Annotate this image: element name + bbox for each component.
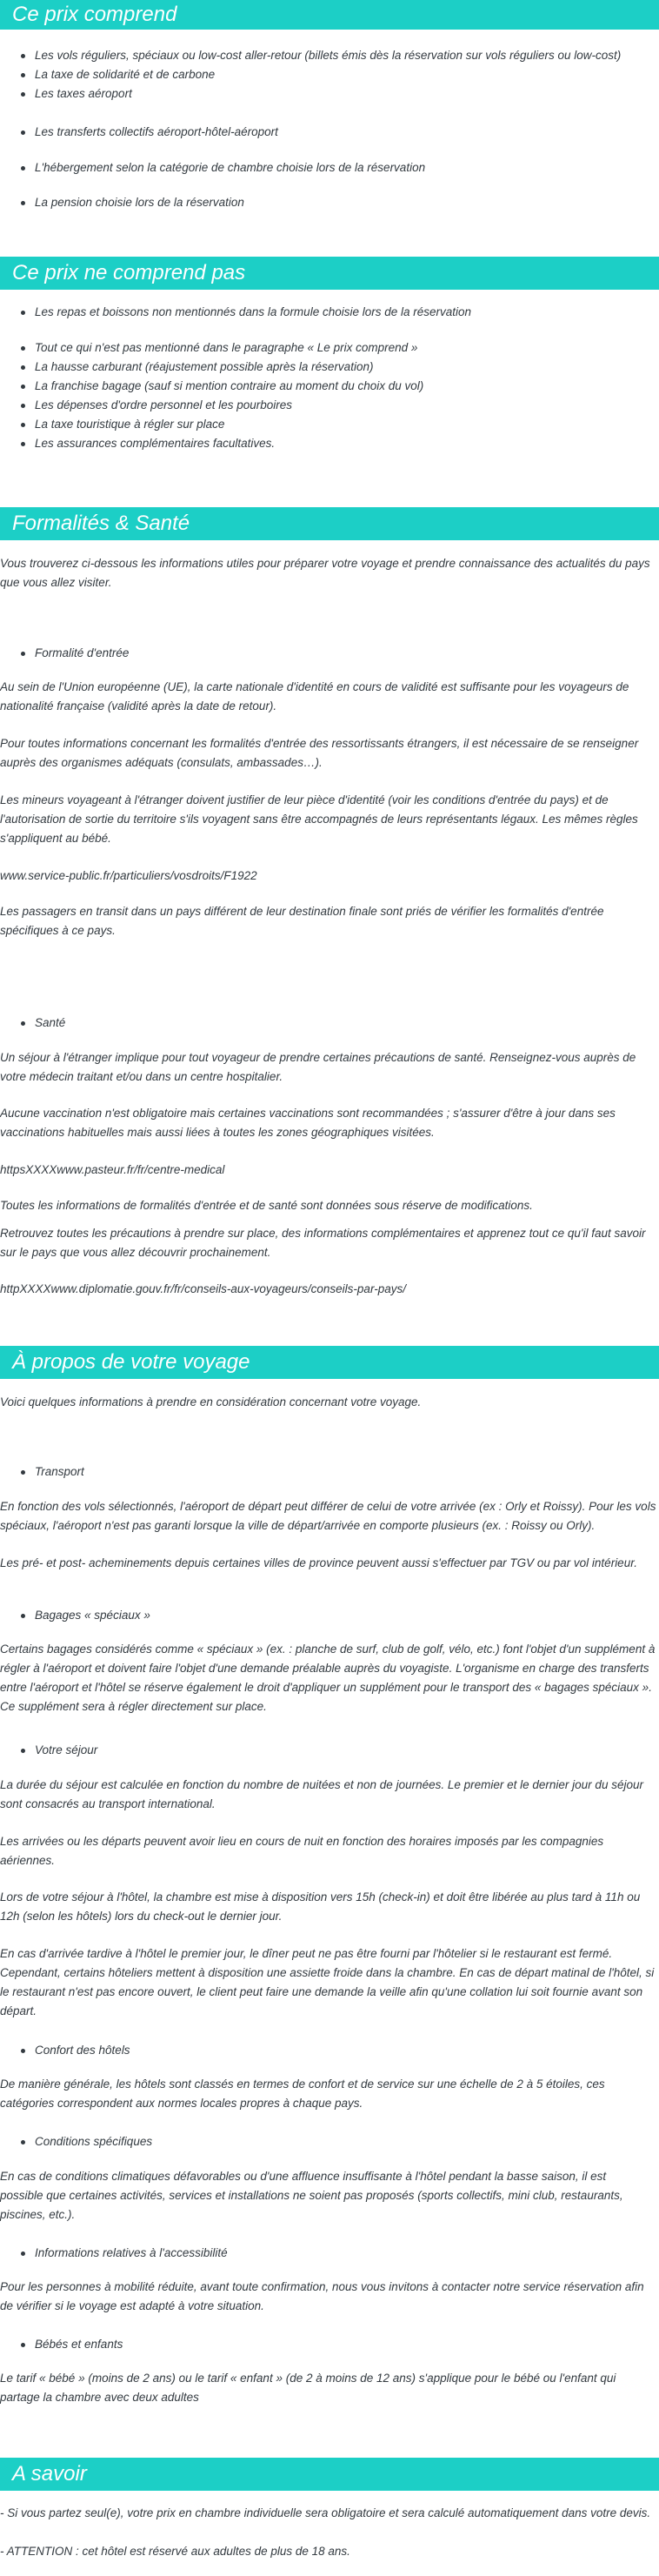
accessibility-bullet xyxy=(0,2244,659,2263)
list-item: Bagages « spéciaux » xyxy=(35,1606,659,1625)
section-title: A savoir xyxy=(12,2462,87,2486)
stay-paragraph-3: Lors de votre séjour à l'hôtel, la chambre est mise à disposition vers 15h (check-in) et doit être libérée au plus tard à 11h ou 12h (selon les hôtels) lors du check-out le dernier jour. xyxy=(0,1890,641,1923)
section-banner-excludes xyxy=(0,257,659,290)
comfort-paragraph-1: De manière générale, les hôtels sont classés en termes de confort et de service sur une échelle de 2 à 5 étoiles, ces catégories correspondent aux normes locales propres à chaque pays. xyxy=(0,2078,605,2110)
kids-paragraph-1: Le tarif « bébé » (moins de 2 ans) ou le tarif « enfant » (de 2 à moins de 12 ans) s'applique pour le bébé ou l'enfant qui partage la chambre avec deux adultes xyxy=(0,2372,616,2404)
entry-paragraph-1: Au sein de l'Union européenne (UE), la carte nationale d'identité en cours de validité est suffisante pour les voyageurs de nationalité française (validité après la date de retour). xyxy=(0,680,629,713)
section-banner-about xyxy=(0,1346,659,1379)
section-banner-notice xyxy=(0,2458,659,2491)
entry-link[interactable]: www.service-public.fr/particuliers/vosdroits/F1922 xyxy=(0,869,257,882)
accessibility-paragraph-1: Pour les personnes à mobilité réduite, avant toute confirmation, nous vous invitons à contacter notre service réservation afin de vérifier si le voyage est adapté à votre situation. xyxy=(0,2280,644,2312)
baggage-bullet xyxy=(0,1606,659,1625)
list-item: La taxe touristique à régler sur place xyxy=(35,415,659,434)
list-item: Les vols réguliers, spéciaux ou low-cost aller-retour (billets émis dès la réservation sur vols réguliers ou low-cost) xyxy=(35,46,659,65)
kids-bullet xyxy=(0,2335,659,2354)
notice-line-2: - ATTENTION : cet hôtel est réservé aux adultes de plus de 18 ans. xyxy=(0,2545,350,2558)
section-banner-formalities xyxy=(0,507,659,540)
transport-paragraph-1: En fonction des vols sélectionnés, l'aéroport de départ peut différer de celui de votre arrivée (ex : Orly et Roissy). Pour les vols spéciaux, l'aéroport n'est pas garanti lorsque la ville de départ/arrivée en comporte plusieurs (ex. : Roissy ou Orly). xyxy=(0,1500,656,1532)
list-item: Formalité d'entrée xyxy=(35,644,659,663)
list-item: Votre séjour xyxy=(35,1741,659,1760)
stay-paragraph-1: La durée du séjour est calculée en fonction du nombre de nuitées et non de journées. Le premier et le dernier jour du séjour sont consacrés au transport international. xyxy=(0,1778,643,1810)
about-intro: Voici quelques informations à prendre en considération concernant votre voyage. xyxy=(0,1395,422,1408)
formalities-intro: Vous trouverez ci-dessous les informations utiles pour préparer votre voyage et prendre connaissance des actualités du pays que vous allez visiter. xyxy=(0,557,650,589)
list-item: Conditions spécifiques xyxy=(35,2132,659,2151)
section-title: Formalités & Santé xyxy=(12,512,190,535)
list-item: Santé xyxy=(35,1014,659,1033)
includes-list-3 xyxy=(0,158,659,177)
excludes-list xyxy=(0,303,659,322)
health-paragraph-1: Un séjour à l'étranger implique pour tout voyageur de prendre certaines précautions de santé. Renseignez-vous auprès de votre médecin traitant et/ou dans un centre hospitalier. xyxy=(0,1051,636,1083)
list-item: Les transferts collectifs aéroport-hôtel-aéroport xyxy=(35,123,659,142)
health-paragraph-2: Aucune vaccination n'est obligatoire mais certaines vaccinations sont recommandées ; s'assurer d'être à jour dans ses vaccinations habituelles mais aussi liées à toutes les zones géographiques visitées. xyxy=(0,1107,616,1139)
section-title: Ce prix comprend xyxy=(12,3,177,26)
conditions-paragraph-1: En cas de conditions climatiques défavorables ou d'une affluence insuffisante à l'hôtel pendant la basse saison, il est possible que certaines activités, services et installations ne soient pas proposés (sports collectifs, mini club, restaurants, piscines, etc.). xyxy=(0,2170,623,2221)
list-item: La hausse carburant (réajustement possible après la réservation) xyxy=(35,358,659,377)
list-item: La pension choisie lors de la réservation xyxy=(35,193,659,212)
list-item: La franchise bagage (sauf si mention contraire au moment du choix du vol) xyxy=(35,377,659,396)
formalities-entry-bullet xyxy=(0,644,659,663)
section-banner-includes xyxy=(0,0,659,30)
health-paragraph-3: Toutes les informations de formalités d'entrée et de santé sont données sous réserve de modifications. xyxy=(0,1199,533,1212)
health-link[interactable]: httpsXXXXwww.pasteur.fr/fr/centre-medical xyxy=(0,1163,225,1176)
list-item: Bébés et enfants xyxy=(35,2335,659,2354)
entry-paragraph-2: Pour toutes informations concernant les formalités d'entrée des ressortissants étrangers, il est nécessaire de se renseigner auprès des organismes adéquats (consulats, ambassades…). xyxy=(0,737,639,769)
entry-paragraph-4: Les passagers en transit dans un pays différent de leur destination finale sont priés de vérifier les formalités d'entrée spécifiques à ce pays. xyxy=(0,905,604,937)
conditions-bullet xyxy=(0,2132,659,2151)
stay-bullet xyxy=(0,1741,659,1760)
comfort-bullet xyxy=(0,2041,659,2060)
includes-list-2 xyxy=(0,123,659,142)
stay-paragraph-2: Les arrivées ou les départs peuvent avoir lieu en cours de nuit en fonction des horaires imposés par les compagnies aériennes. xyxy=(0,1835,604,1867)
list-item: Les taxes aéroport xyxy=(35,84,659,104)
notice-line-1: - Si vous partez seul(e), votre prix en chambre individuelle sera obligatoire et sera calculé automatiquement dans votre devis. xyxy=(0,2506,651,2519)
list-item: Tout ce qui n'est pas mentionné dans le paragraphe « Le prix comprend » xyxy=(35,338,659,358)
section-title: Ce prix ne comprend pas xyxy=(12,261,246,284)
includes-list xyxy=(0,46,659,104)
includes-list-4 xyxy=(0,193,659,212)
list-item: Transport xyxy=(35,1462,659,1482)
list-item: Les assurances complémentaires facultatives. xyxy=(35,434,659,453)
list-item: Confort des hôtels xyxy=(35,2041,659,2060)
health-paragraph-4: Retrouvez toutes les précautions à prendre sur place, des informations complémentaires et apprenez tout ce qu'il faut savoir sur le pays que vous allez découvrir prochainement. xyxy=(0,1227,646,1259)
section-title: À propos de votre voyage xyxy=(12,1350,250,1374)
list-item: Les dépenses d'ordre personnel et les pourboires xyxy=(35,396,659,415)
stay-paragraph-4: En cas d'arrivée tardive à l'hôtel le premier jour, le dîner peut ne pas être fourni par l'hôtelier si le restaurant est fermé. Cependant, certains hôteliers mettent à disposition une assiette froide dans la chambre. En cas de départ matinal de l'hôtel, si le restaurant n'est pas encore ouvert, le client peut faire une demande la veille afin qu'une collation lui soit fournie avant son départ. xyxy=(0,1947,655,2017)
health-link-2[interactable]: httpXXXXwww.diplomatie.gouv.fr/fr/conseils-aux-voyageurs/conseils-par-pays/ xyxy=(0,1282,406,1295)
entry-paragraph-3: Les mineurs voyageant à l'étranger doivent justifier de leur pièce d'identité (voir les conditions d'entrée du pays) et de l'autorisation de sortie du territoire s'ils voyagent sans être accompagnés de leurs représentants légaux. Les mêmes règles s'appliquent au bébé. xyxy=(0,793,638,845)
list-item: Les repas et boissons non mentionnés dans la formule choisie lors de la réservation xyxy=(35,303,659,322)
excludes-list-2 xyxy=(0,338,659,453)
list-item: L'hébergement selon la catégorie de chambre choisie lors de la réservation xyxy=(35,158,659,177)
baggage-paragraph-1: Certains bagages considérés comme « spéciaux » (ex. : planche de surf, club de golf, vélo, etc.) font l'objet d'un supplément à régler à l'aéroport et doivent faire l'objet d'une demande préalable auprès du voyagiste. L'organisme en charge des transferts entre l'aéroport et l'hôtel se réserve également le droit d'appliquer un supplément pour le transport des « bagages spéciaux ». Ce supplément sera à régler directement sur place. xyxy=(0,1643,656,1713)
list-item: La taxe de solidarité et de carbone xyxy=(35,65,659,84)
transport-bullet xyxy=(0,1462,659,1482)
formalities-health-bullet xyxy=(0,1014,659,1033)
transport-paragraph-2: Les pré- et post- acheminements depuis certaines villes de province peuvent aussi s'effectuer par TGV ou par vol intérieur. xyxy=(0,1556,637,1569)
list-item: Informations relatives à l'accessibilité xyxy=(35,2244,659,2263)
